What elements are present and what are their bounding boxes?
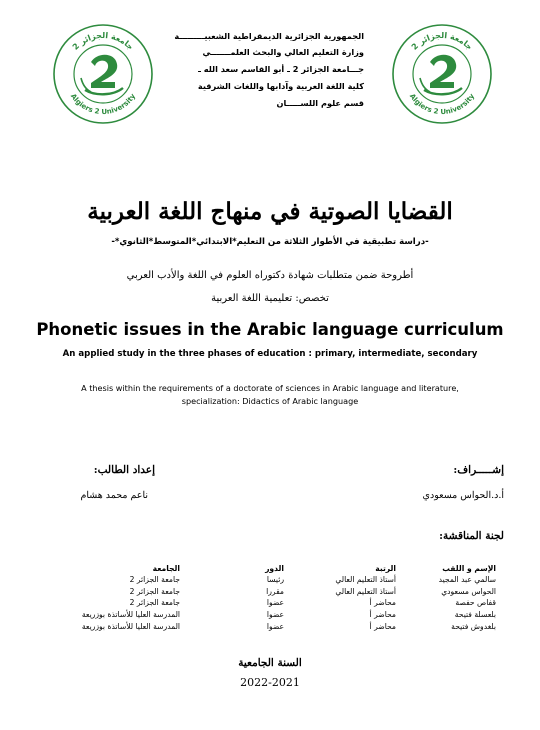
thesis-subtitle-english: An applied study in the three phases of education : primary, intermediate, secondary — [62, 349, 478, 359]
member-name: بلعسلة فتيحة — [454, 610, 496, 620]
supervision-label: إشـــــراف: — [453, 464, 504, 476]
header-name: الإسم و اللقب — [442, 563, 496, 573]
academic-year-label: السنة الجامعية — [238, 657, 302, 669]
university-logo-left — [51, 22, 155, 126]
member-rank: أستاذ التعليم العالي — [335, 575, 396, 585]
table-row — [40, 609, 496, 621]
member-role: عضوا — [266, 610, 284, 620]
logo-english-text: Algiers 2 University — [407, 92, 477, 117]
header-rank: الرتبة — [375, 563, 396, 573]
header-university: جـــامعة الجزائر 2 ـ أبو القاسم سعد الله ـ — [198, 64, 364, 74]
member-university: المدرسة العليا للأساتذة بوزريعة — [81, 621, 180, 631]
member-rank: محاضر أ — [369, 610, 396, 620]
svg-text:جامعة الجزائر 2 — [410, 31, 475, 52]
header-role: الدور — [265, 563, 284, 573]
member-university: جامعة الجزائر 2 — [129, 598, 180, 608]
student-name: ناعم محمد هشام — [80, 490, 148, 501]
table-row — [40, 586, 496, 598]
committee-table — [40, 562, 496, 632]
thesis-subtitle-arabic: -دراسة تطبيقية في الأطوار الثلاثة من التعليم*الابتدائي*المتوسط*الثانوي*- — [111, 237, 429, 247]
thesis-requirement-english-line1: A thesis within the requirements of a doctorate of sciences in Arabic language and literature, — [81, 383, 459, 393]
member-university: جامعة الجزائر 2 — [129, 586, 180, 596]
member-name: سالمي عبد المجيد — [438, 575, 496, 585]
thesis-title-english: Phonetic issues in the Arabic language curriculum — [36, 320, 504, 339]
member-role: مقررا — [266, 586, 284, 596]
member-name: قفاص حفصة — [455, 598, 496, 608]
thesis-requirement-english — [0, 382, 540, 408]
member-name: بلغدوش فتيحة — [451, 621, 496, 631]
university-seal-icon — [390, 22, 494, 126]
member-role: عضوا — [266, 621, 284, 631]
logo-english-text: Algiers 2 University — [68, 92, 138, 117]
thesis-title-arabic: القضايا الصوتية في منهاج اللغة العربية — [87, 198, 453, 225]
logo-arabic-text: جامعة الجزائر 2 — [70, 30, 136, 52]
header-faculty: كلية اللغة العربية وآدابها واللغات الشرقية — [197, 81, 364, 91]
member-university: جامعة الجزائر 2 — [129, 575, 180, 585]
supervisor-name: أ.د.الحواس مسعودي — [422, 490, 504, 501]
table-row — [40, 597, 496, 609]
preparation-label: إعداد الطالب: — [93, 464, 155, 476]
member-rank: محاضر أ — [369, 621, 396, 631]
svg-text:جامعة الجزائر 2 — [71, 31, 136, 52]
member-name: الحواس مسعودي — [441, 586, 496, 596]
academic-year: 2022-2021 — [240, 676, 300, 689]
member-rank: محاضر أ — [369, 598, 396, 608]
member-role: رئيسا — [266, 575, 284, 585]
committee-label: لجنة المناقشة: — [439, 530, 504, 542]
logo-arabic-text: جامعة الجزائر 2 — [409, 30, 475, 52]
committee-table-header — [40, 562, 496, 574]
member-rank: أستاذ التعليم العالي — [335, 586, 396, 596]
university-logo-right — [390, 22, 494, 126]
header-department: قسم علوم اللســـــان — [276, 98, 364, 108]
svg-text:Algiers 2 University — [408, 92, 477, 116]
university-seal-icon — [51, 22, 155, 126]
table-row — [40, 620, 496, 632]
specialization-arabic: تخصص: تعليمية اللغة العربية — [211, 293, 329, 304]
thesis-requirement-english-line2: specialization: Didactics of Arabic language — [181, 396, 359, 406]
member-role: عضوا — [266, 598, 284, 608]
thesis-requirement-arabic: أطروحة ضمن متطلبات شهادة دكتوراه العلوم في اللغة والأدب العربي — [126, 270, 414, 281]
table-row — [40, 574, 496, 586]
header-university: الجامعة — [152, 563, 180, 573]
member-university: المدرسة العليا للأساتذة بوزريعة — [81, 610, 180, 620]
header-republic: الجمهورية الجزائرية الديمقراطية الشعبيـــــــــة — [174, 31, 364, 41]
svg-text:Algiers 2 University — [69, 92, 138, 116]
header-ministry: وزارة التعليم العالي والبحث العلمـــــــي — [202, 47, 364, 57]
